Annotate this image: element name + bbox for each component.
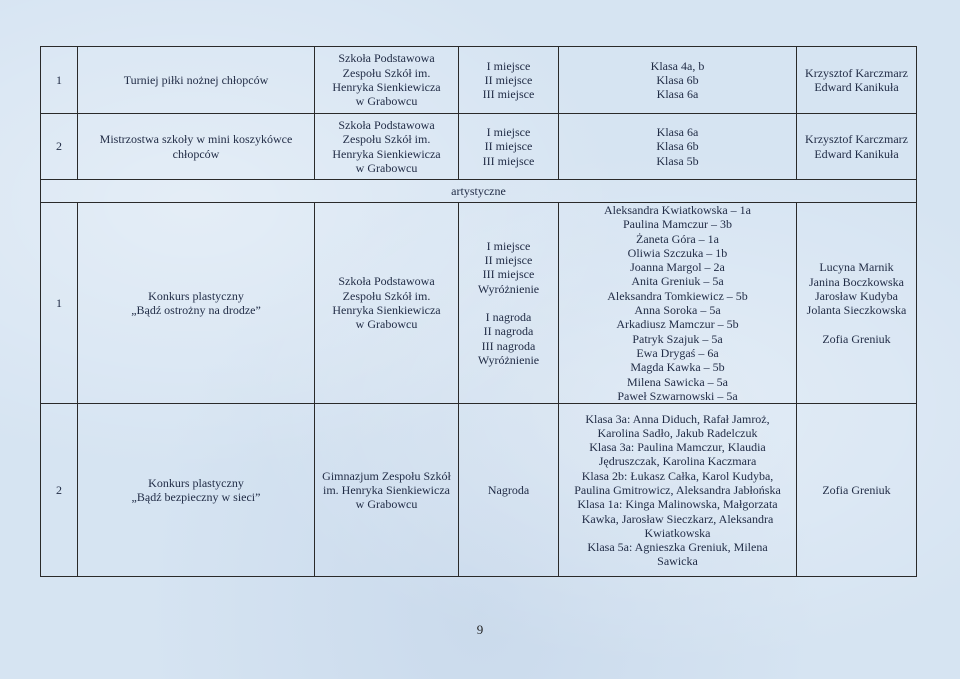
teachers-cell: Krzysztof Karczmarz Edward Kanikuła — [797, 114, 917, 180]
places-cell: I miejsce II miejsce III miejsce — [459, 114, 559, 180]
teachers-cell: Krzysztof Karczmarz Edward Kanikuła — [797, 47, 917, 114]
competition-cell: Mistrzostwa szkoły w mini koszykówce chłopców — [78, 114, 315, 180]
teachers-cell: Zofia Greniuk — [797, 404, 917, 577]
row-number: 2 — [41, 114, 78, 180]
places-cell: Nagroda — [459, 404, 559, 577]
school-cell: Szkoła Podstawowa Zespołu Szkół im. Henryka Sienkiewicza w Grabowcu — [315, 114, 459, 180]
results-table — [40, 46, 917, 577]
winners-cell: Klasa 6a Klasa 6b Klasa 5b — [559, 114, 797, 180]
section-header-row — [41, 180, 917, 203]
section-header: artystyczne — [41, 180, 917, 203]
row-number: 1 — [41, 203, 78, 404]
table-row — [41, 404, 917, 577]
places-cell: I miejsce II miejsce III miejsce Wyróżnienie I nagroda II nagroda III nagroda Wyróżnienie — [459, 203, 559, 404]
winners-cell: Klasa 4a, b Klasa 6b Klasa 6a — [559, 47, 797, 114]
school-cell: Szkoła Podstawowa Zespołu Szkół im. Henryka Sienkiewicza w Grabowcu — [315, 203, 459, 404]
school-cell: Gimnazjum Zespołu Szkół im. Henryka Sienkiewicza w Grabowcu — [315, 404, 459, 577]
competition-cell: Konkurs plastyczny „Bądź ostrożny na drodze” — [78, 203, 315, 404]
row-number: 2 — [41, 404, 78, 577]
winners-cell: Aleksandra Kwiatkowska – 1a Paulina Mamczur – 3b Żaneta Góra – 1a Oliwia Szczuka – 1b Joanna Margol – 2a Anita Greniuk – 5a Aleksandra Tomkiewicz – 5b Anna Soroka – 5a Arkadiusz Mamczur – 5b Patryk Szajuk – 5a Ewa Drygaś – 6a Magda Kawka – 5b Milena Sawicka – 5a Paweł Szwarnowski – 5a — [559, 203, 797, 404]
competition-cell: Turniej piłki nożnej chłopców — [78, 47, 315, 114]
school-cell: Szkoła Podstawowa Zespołu Szkół im. Henryka Sienkiewicza w Grabowcu — [315, 47, 459, 114]
table-row — [41, 203, 917, 404]
competition-cell: Konkurs plastyczny „Bądź bezpieczny w sieci” — [78, 404, 315, 577]
table-row — [41, 47, 917, 114]
winners-cell: Klasa 3a: Anna Diduch, Rafał Jamroż, Karolina Sadło, Jakub Radelczuk Klasa 3a: Paulina Mamczur, Klaudia Jędruszczak, Karolina Kaczmara Klasa 2b: Łukasz Całka, Karol Kudyba, Paulina Gmitrowicz, Aleksandra Jabłońska Klasa 1a: Kinga Malinowska, Małgorzata Kawka, Jarosław Sieczkarz, Aleksandra Kwiatkowska Klasa 5a: Agnieszka Greniuk, Milena Sawicka — [559, 404, 797, 577]
row-number: 1 — [41, 47, 78, 114]
page-number: 9 — [476, 622, 484, 637]
places-cell: I miejsce II miejsce III miejsce — [459, 47, 559, 114]
table-row — [41, 114, 917, 180]
teachers-cell: Lucyna Marnik Janina Boczkowska Jarosław Kudyba Jolanta Sieczkowska Zofia Greniuk — [797, 203, 917, 404]
